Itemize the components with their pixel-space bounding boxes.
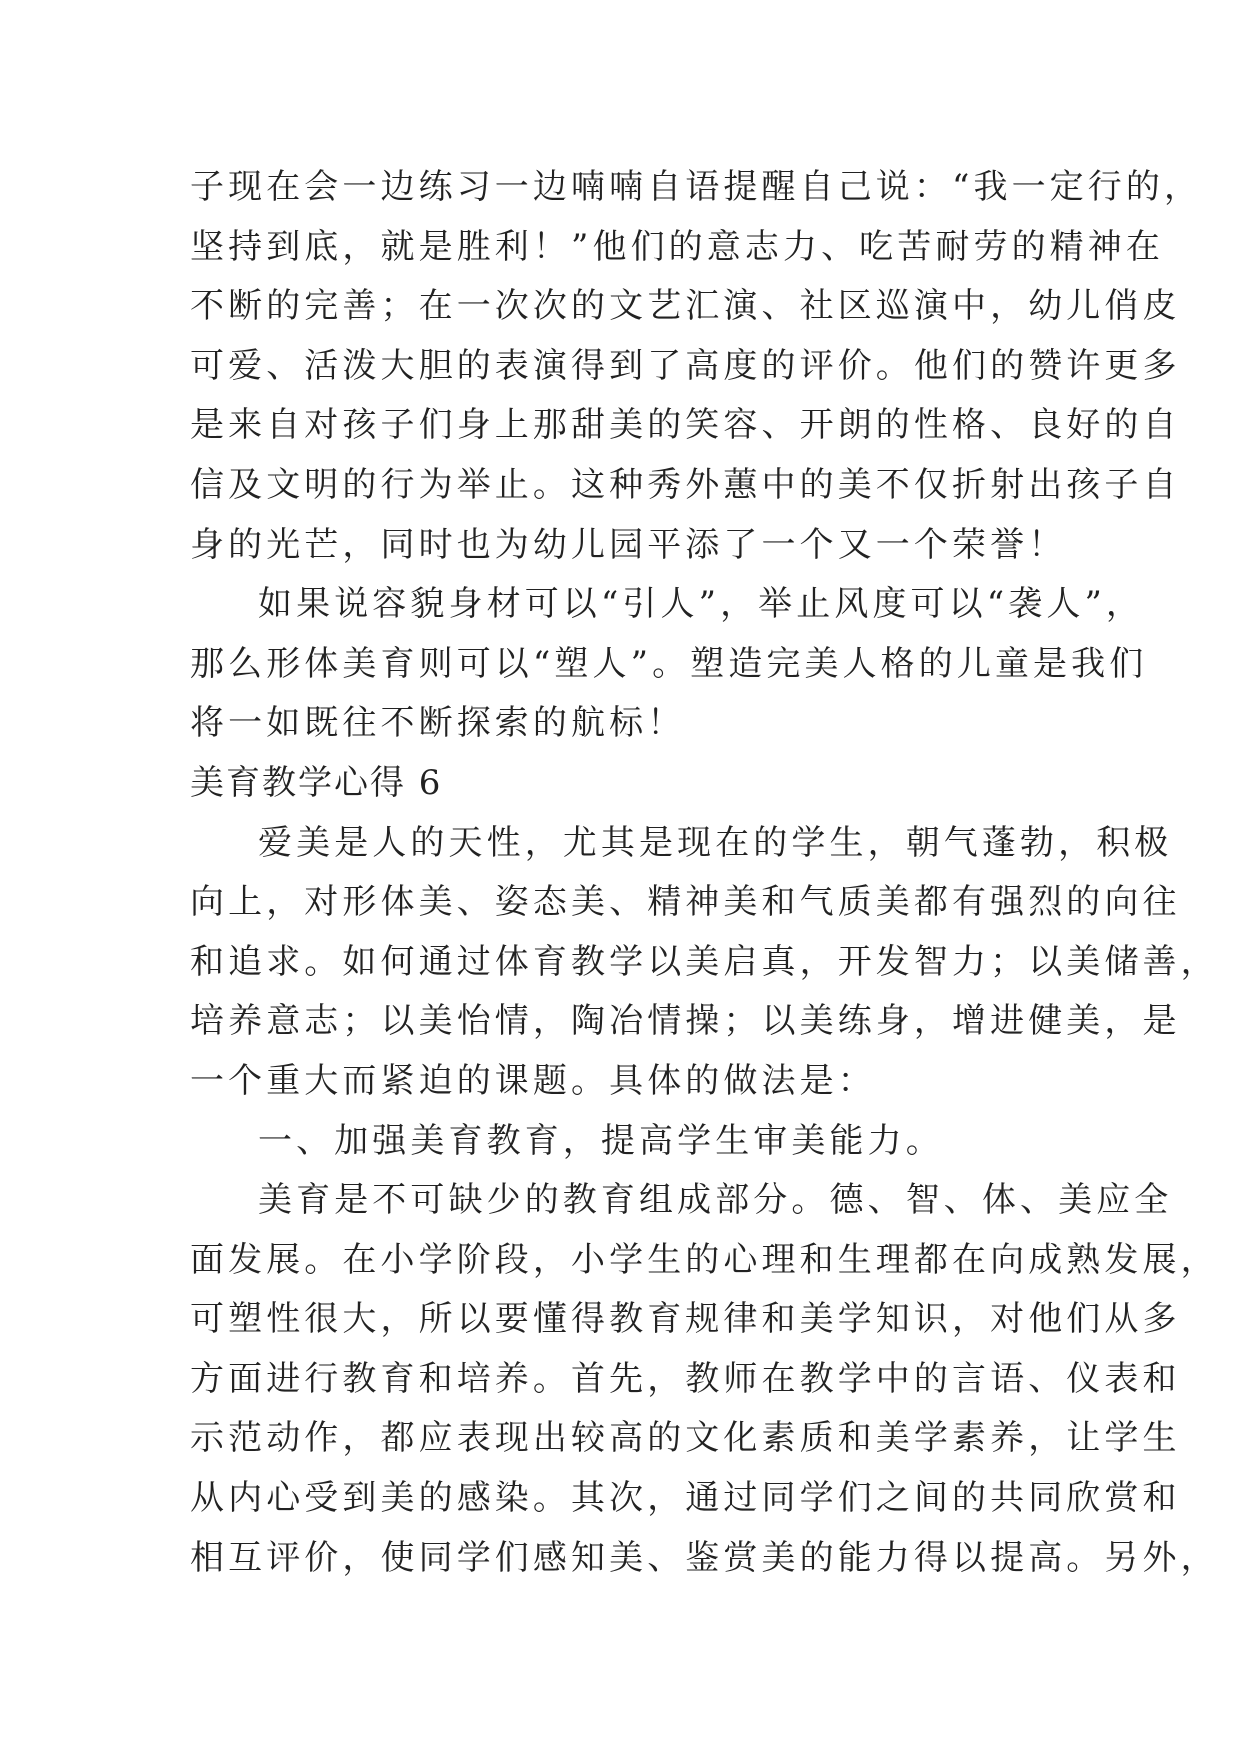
text-line: 可塑性很大，所以要懂得教育规律和美学知识，对他们从多 xyxy=(190,1299,1181,1340)
text-line: 子现在会一边练习一边喃喃自语提醒自己说：“我一定行的， xyxy=(190,167,1203,207)
text-line: 相互评价，使同学们感知美、鉴赏美的能力得以提高。另外， xyxy=(190,1537,1219,1578)
text-line: 示范动作，都应表现出较高的文化素质和美学素养，让学生 xyxy=(190,1418,1181,1459)
subheading-line: 一、加强美育教育，提高学生审美能力。 xyxy=(258,1120,944,1161)
text-line: 那么形体美育则可以“塑人”。塑造完美人格的儿童是我们 xyxy=(190,643,1148,684)
section-heading: 美育教学心得 6 xyxy=(190,762,443,803)
text-line: 将一如既往不断探索的航标！ xyxy=(190,703,686,744)
text-line: 美育是不可缺少的教育组成部分。德、智、体、美应全 xyxy=(258,1180,1173,1221)
text-line: 从内心受到美的感染。其次，通过同学们之间的共同欣赏和 xyxy=(190,1478,1181,1519)
text-line: 爱美是人的天性，尤其是现在的学生，朝气蓬勃，积极 xyxy=(258,822,1173,863)
text-line: 信及文明的行为举止。这种秀外蕙中的美不仅折射出孩子自 xyxy=(190,464,1181,505)
document-body xyxy=(190,158,1219,1588)
text-line: 面发展。在小学阶段，小学生的心理和生理都在向成熟发展， xyxy=(190,1239,1219,1280)
text-line: 培养意志；以美怡情，陶冶情操；以美练身，增进健美，是 xyxy=(190,1001,1181,1042)
text-line: 向上，对形体美、姿态美、精神美和气质美都有强烈的向往 xyxy=(190,882,1181,923)
text-line: 身的光芒，同时也为幼儿园平添了一个又一个荣誉！ xyxy=(190,524,1067,565)
text-line: 可爱、活泼大胆的表演得到了高度的评价。他们的赞许更多 xyxy=(190,345,1181,386)
text-line: 不断的完善；在一次次的文艺汇演、社区巡演中，幼儿俏皮 xyxy=(190,286,1181,327)
text-line: 如果说容貌身材可以“引人”，举止风度可以“袭人”， xyxy=(258,584,1145,625)
text-line: 是来自对孩子们身上那甜美的笑容、开朗的性格、良好的自 xyxy=(190,405,1181,446)
text-line: 和追求。如何通过体育教学以美启真，开发智力；以美储善， xyxy=(190,941,1219,982)
text-line: 方面进行教育和培养。首先，教师在教学中的言语、仪表和 xyxy=(190,1358,1181,1399)
text-line: 一个重大而紧迫的课题。具体的做法是： xyxy=(190,1060,876,1101)
text-line: 坚持到底，就是胜利！”他们的意志力、吃苦耐劳的精神在 xyxy=(190,226,1164,267)
